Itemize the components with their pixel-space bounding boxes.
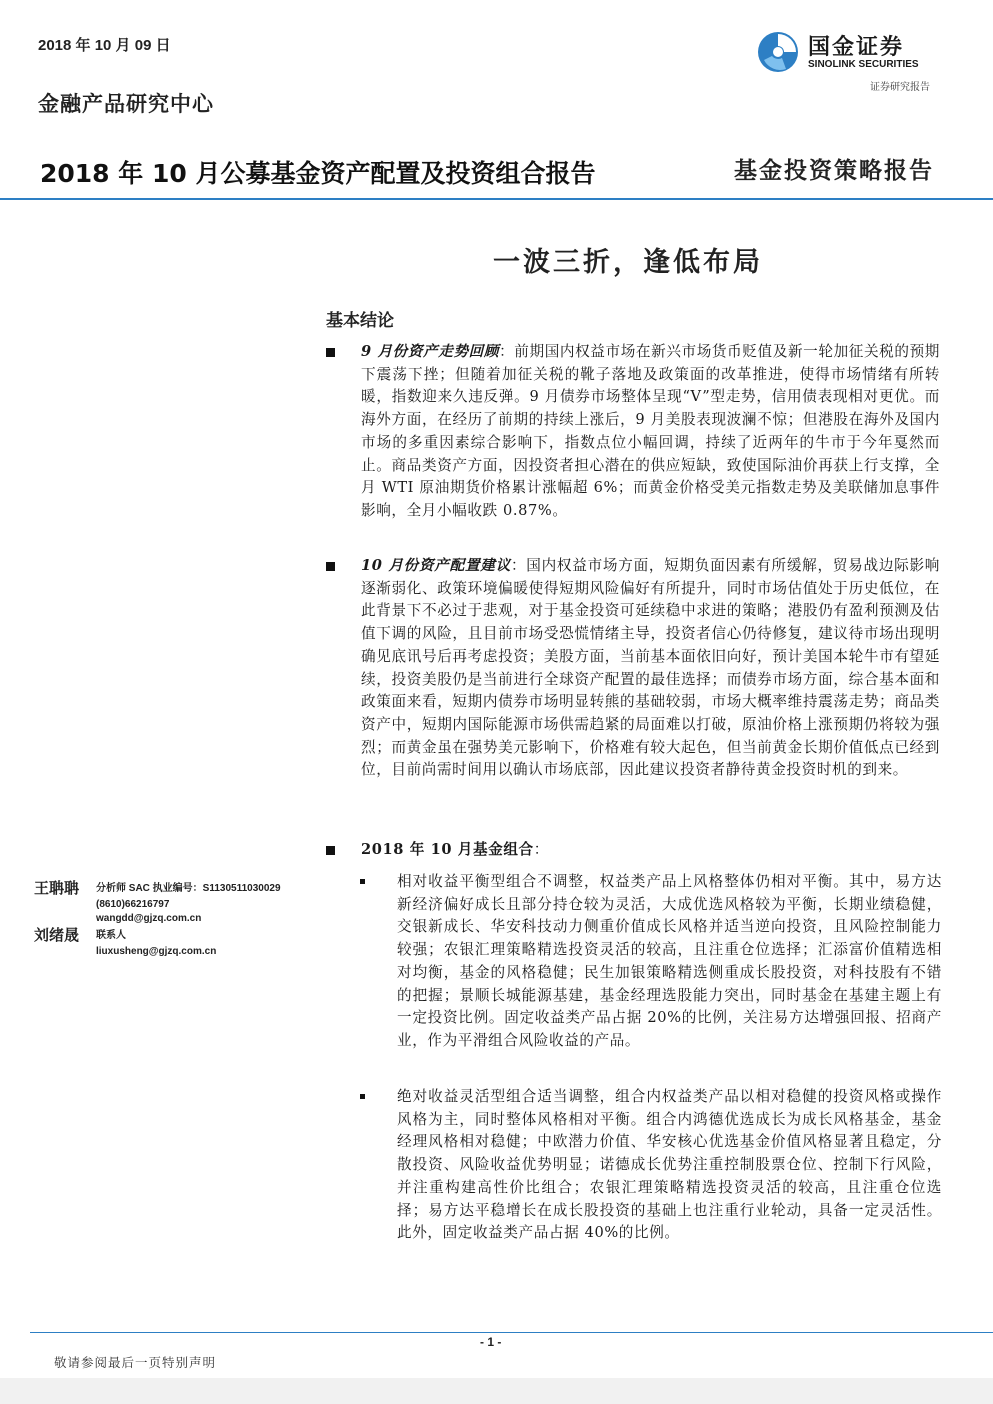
bullet-item xyxy=(326,555,940,782)
research-center-name: 金融产品研究中心 xyxy=(38,91,214,116)
analyst-role: 联系人 xyxy=(96,930,126,941)
analyst-card xyxy=(34,924,216,959)
bullet-body: ：前期国内权益市场在新兴市场货币贬值及新一轮加征关税的预期下震荡下挫；但随着加征关税的靴子落地及政策面的改革推进，使得市场情绪有所转暖，指数迎来久违反弹。9 月债券市场整体呈现“V”型走势，信用债表现相对更优。而海外方面，在经历了前期的持续上涨后，9 月美股表现波澜不惊；但港股在海外及国内市场的多重因素综合影响下，指数点位小幅回调，持续了近两年的牛市于今年戛然而止。商品类资产方面，因投资者担心潜在的供应短缺，致使国际油价再获上行支撑，全月 WTI 原油期货价格累计涨幅超 6%；而黄金价格受美元指数走势及美联储加息事件影响，全月小幅收跌 0.87%。 xyxy=(361,343,940,519)
logo-subtitle: 证券研究报告 xyxy=(870,82,930,93)
footer-disclaimer: 敬请参阅最后一页特别声明 xyxy=(54,1355,217,1370)
sub-bullet-item xyxy=(360,871,942,1053)
sub-bullet-item xyxy=(360,1086,942,1245)
square-bullet-icon xyxy=(326,562,335,571)
footer-band xyxy=(0,1378,993,1404)
square-bullet-icon xyxy=(326,348,335,357)
sub-bullet-text: 相对收益平衡型组合不调整，权益类产品上风格整体仍相对平衡。其中，易方达新经济偏好成长且部分持仓较为灵活，大成优选风格较为平衡，长期业绩稳健，交银新成长、华安科技动力侧重价值成长风格并适当逆向投资，且风险控制能力较强；农银汇理策略精选投资灵活的较高，且注重仓位选择；汇添富价值精选相对均衡，基金的风格稳健；民生加银策略精选侧重成长股投资，对科技股有不错的把握；景顺长城能源基建，基金经理选股能力突出，同时基金在基建主题上有一定投资比例。固定收益类产品占据 20%的比例，关注易方达增强回报、招商产业，作为平滑组合风险收益的产品。 xyxy=(397,873,942,1049)
bullet-body: ：国内权益市场方面，短期负面因素有所缓解，贸易战边际影响逐渐弱化、政策环境偏暖使得短期风险偏好有所提升，同时市场估值处于历史低位，在此背景下不必过于悲观，对于基金投资可延续稳中求进的策略；港股仍有盈利预测及估值下调的风险，且目前市场受恐慌情绪主导，投资者信心仍待修复，建议待市场出现明确见底讯号后再考虑投资；美股方面，当前基本面依旧向好，预计美国本轮牛市有望延续，投资美股仍是当前进行全球资产配置的最佳选择；而债券市场方面，综合基本面和政策面来看，短期内债券市场明显转熊的基础较弱，市场大概率维持震荡走势；商品类资产中，短期内国际能源市场供需趋紧的局面难以打破，原油价格上涨预期仍将较为强烈；而黄金虽在强势美元影响下，价格难有较大起色，但当前黄金长期价值低点已经到位，目前尚需时间用以确认市场底部，因此建议投资者静待黄金投资时机的到来。 xyxy=(361,557,940,779)
analyst-role: 分析师 SAC 执业编号：S1130511030029 xyxy=(96,883,281,894)
bullet-item xyxy=(326,839,940,862)
report-date: 2018 年 10 月 09 日 xyxy=(38,37,171,54)
sub-bullet-text: 绝对收益灵活型组合适当调整，组合内权益类产品以相对稳健的投资风格或操作风格为主，同时整体风格相对平衡。组合内鸿德优选成长为成长风格基金，基金经理风格相对稳健；中欧潜力价值、华安核心优选基金价值风格显著且稳定，分散投资、风险收益优势明显；诺德成长优势注重控制股票仓位、控制下行风险，并注重构建高性价比组合；农银汇理策略精选投资灵活的较高，且注重仓位选择；易方达平稳增长在成长股投资的基础上也注重行业轮动，具备一定灵活性。此外，固定收益类产品占据 40%的比例。 xyxy=(397,1088,942,1242)
logo-name-en: SINOLINK SECURITIES xyxy=(808,59,919,70)
bullet-lead: 10 月份资产配置建议 xyxy=(361,557,511,574)
small-square-bullet-icon xyxy=(360,1094,365,1099)
square-bullet-icon xyxy=(326,846,335,855)
section-title: 基本结论 xyxy=(326,311,394,331)
analyst-phone: (8610)66216797 xyxy=(96,899,170,910)
analyst-card xyxy=(34,877,281,926)
bullet-lead: 2018 年 10 月基金组合 xyxy=(361,841,534,858)
analyst-name: 刘绪晟 xyxy=(34,926,80,944)
headline: 一波三折，逢低布局 xyxy=(493,247,763,278)
bullet-lead: 9 月份资产走势回顾 xyxy=(361,343,500,360)
footer-divider xyxy=(30,1332,993,1333)
company-logo xyxy=(756,28,956,98)
bullet-body: ： xyxy=(533,841,549,858)
analyst-email[interactable]: wangdd@gjzq.com.cn xyxy=(96,913,202,924)
logo-name-cn: 国金证券 xyxy=(808,35,905,60)
analyst-name: 王聃聃 xyxy=(34,879,80,897)
bullet-item xyxy=(326,341,940,523)
sinolink-logo-icon xyxy=(756,30,800,74)
report-title: 2018 年 10 月公募基金资产配置及投资组合报告 xyxy=(40,159,596,188)
page-number: - 1 - xyxy=(480,1335,502,1349)
analyst-email[interactable]: liuxusheng@gjzq.com.cn xyxy=(96,946,217,957)
report-category: 基金投资策略报告 xyxy=(734,157,934,184)
small-square-bullet-icon xyxy=(360,879,365,884)
header-divider xyxy=(0,198,993,200)
